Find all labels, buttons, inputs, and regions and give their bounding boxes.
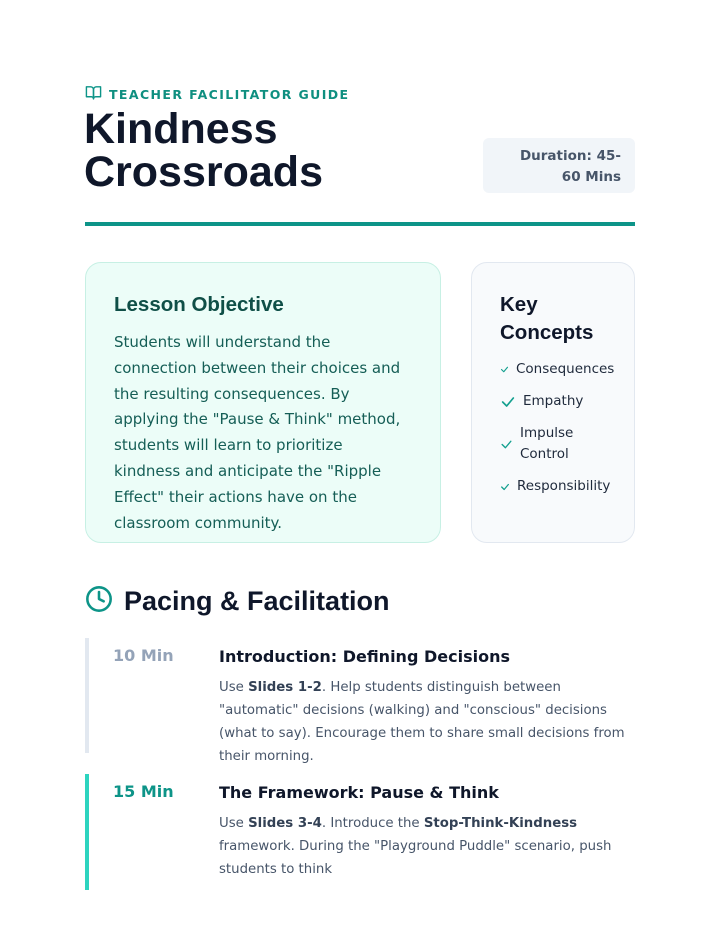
- pacing-heading-row: [85, 585, 390, 617]
- key-concepts-card: [471, 262, 635, 543]
- step-title: Introduction: Defining Decisions: [219, 647, 510, 666]
- pacing-heading: Pacing & Facilitation: [124, 585, 390, 616]
- book-open-icon: [85, 84, 102, 104]
- objective-heading: Lesson Objective: [114, 293, 284, 316]
- concept-label: Impulse Control: [520, 425, 574, 462]
- step-description: [219, 676, 635, 768]
- step-body: [219, 638, 635, 768]
- page-title: Kindness Crossroads: [84, 105, 323, 196]
- step-body: [219, 774, 635, 881]
- concepts-heading: Key Concepts: [500, 293, 594, 344]
- step-text: framework. During the "Playground Puddle" scenario, push students to think: [219, 839, 612, 877]
- header-divider: [85, 222, 635, 226]
- step-text: . Help students distinguish between "automatic" decisions (walking) and "conscious" decisions (what to say). Encourage them to share small decisions from their morning.: [219, 680, 625, 764]
- concept-label: Consequences: [516, 361, 615, 377]
- concept-item: [500, 476, 620, 497]
- objective-text: Students will understand the connection between their choices and the resulting consequences. By applying the "Pause & Think" method, students will learn to prioritize kindness and anticipate the "Ripple Effect" their actions have on the classroom community.: [114, 333, 401, 532]
- concept-item: [500, 359, 620, 380]
- step-title: The Framework: Pause & Think: [219, 783, 499, 802]
- lesson-objective-card: [85, 262, 441, 543]
- concept-item: [500, 423, 620, 465]
- step-text: Use: [219, 816, 249, 831]
- guide-eyebrow: [85, 84, 349, 104]
- concept-item: [500, 391, 620, 412]
- step-text: . Introduce the: [321, 816, 424, 831]
- step-time: 10 Min: [113, 646, 174, 665]
- step-description: [219, 812, 635, 881]
- check-icon: [500, 438, 513, 451]
- clock-icon: [85, 585, 113, 617]
- concept-label: Empathy: [523, 393, 584, 409]
- step-slides: Slides 3-4: [248, 816, 322, 831]
- step-text: Use: [219, 680, 249, 695]
- concept-label: Responsibility: [517, 478, 611, 494]
- pacing-step: [85, 774, 635, 890]
- check-icon: [500, 482, 510, 492]
- duration-badge: Duration: 45-60 Mins: [483, 138, 635, 193]
- step-framework: Stop-Think-Kindness: [423, 816, 578, 831]
- pacing-step: [85, 638, 635, 764]
- step-time: 15 Min: [113, 782, 174, 801]
- check-icon: [500, 365, 509, 374]
- eyebrow-label: TEACHER FACILITATOR GUIDE: [109, 86, 350, 102]
- step-slides: Slides 1-2: [248, 680, 322, 695]
- check-icon: [500, 394, 516, 410]
